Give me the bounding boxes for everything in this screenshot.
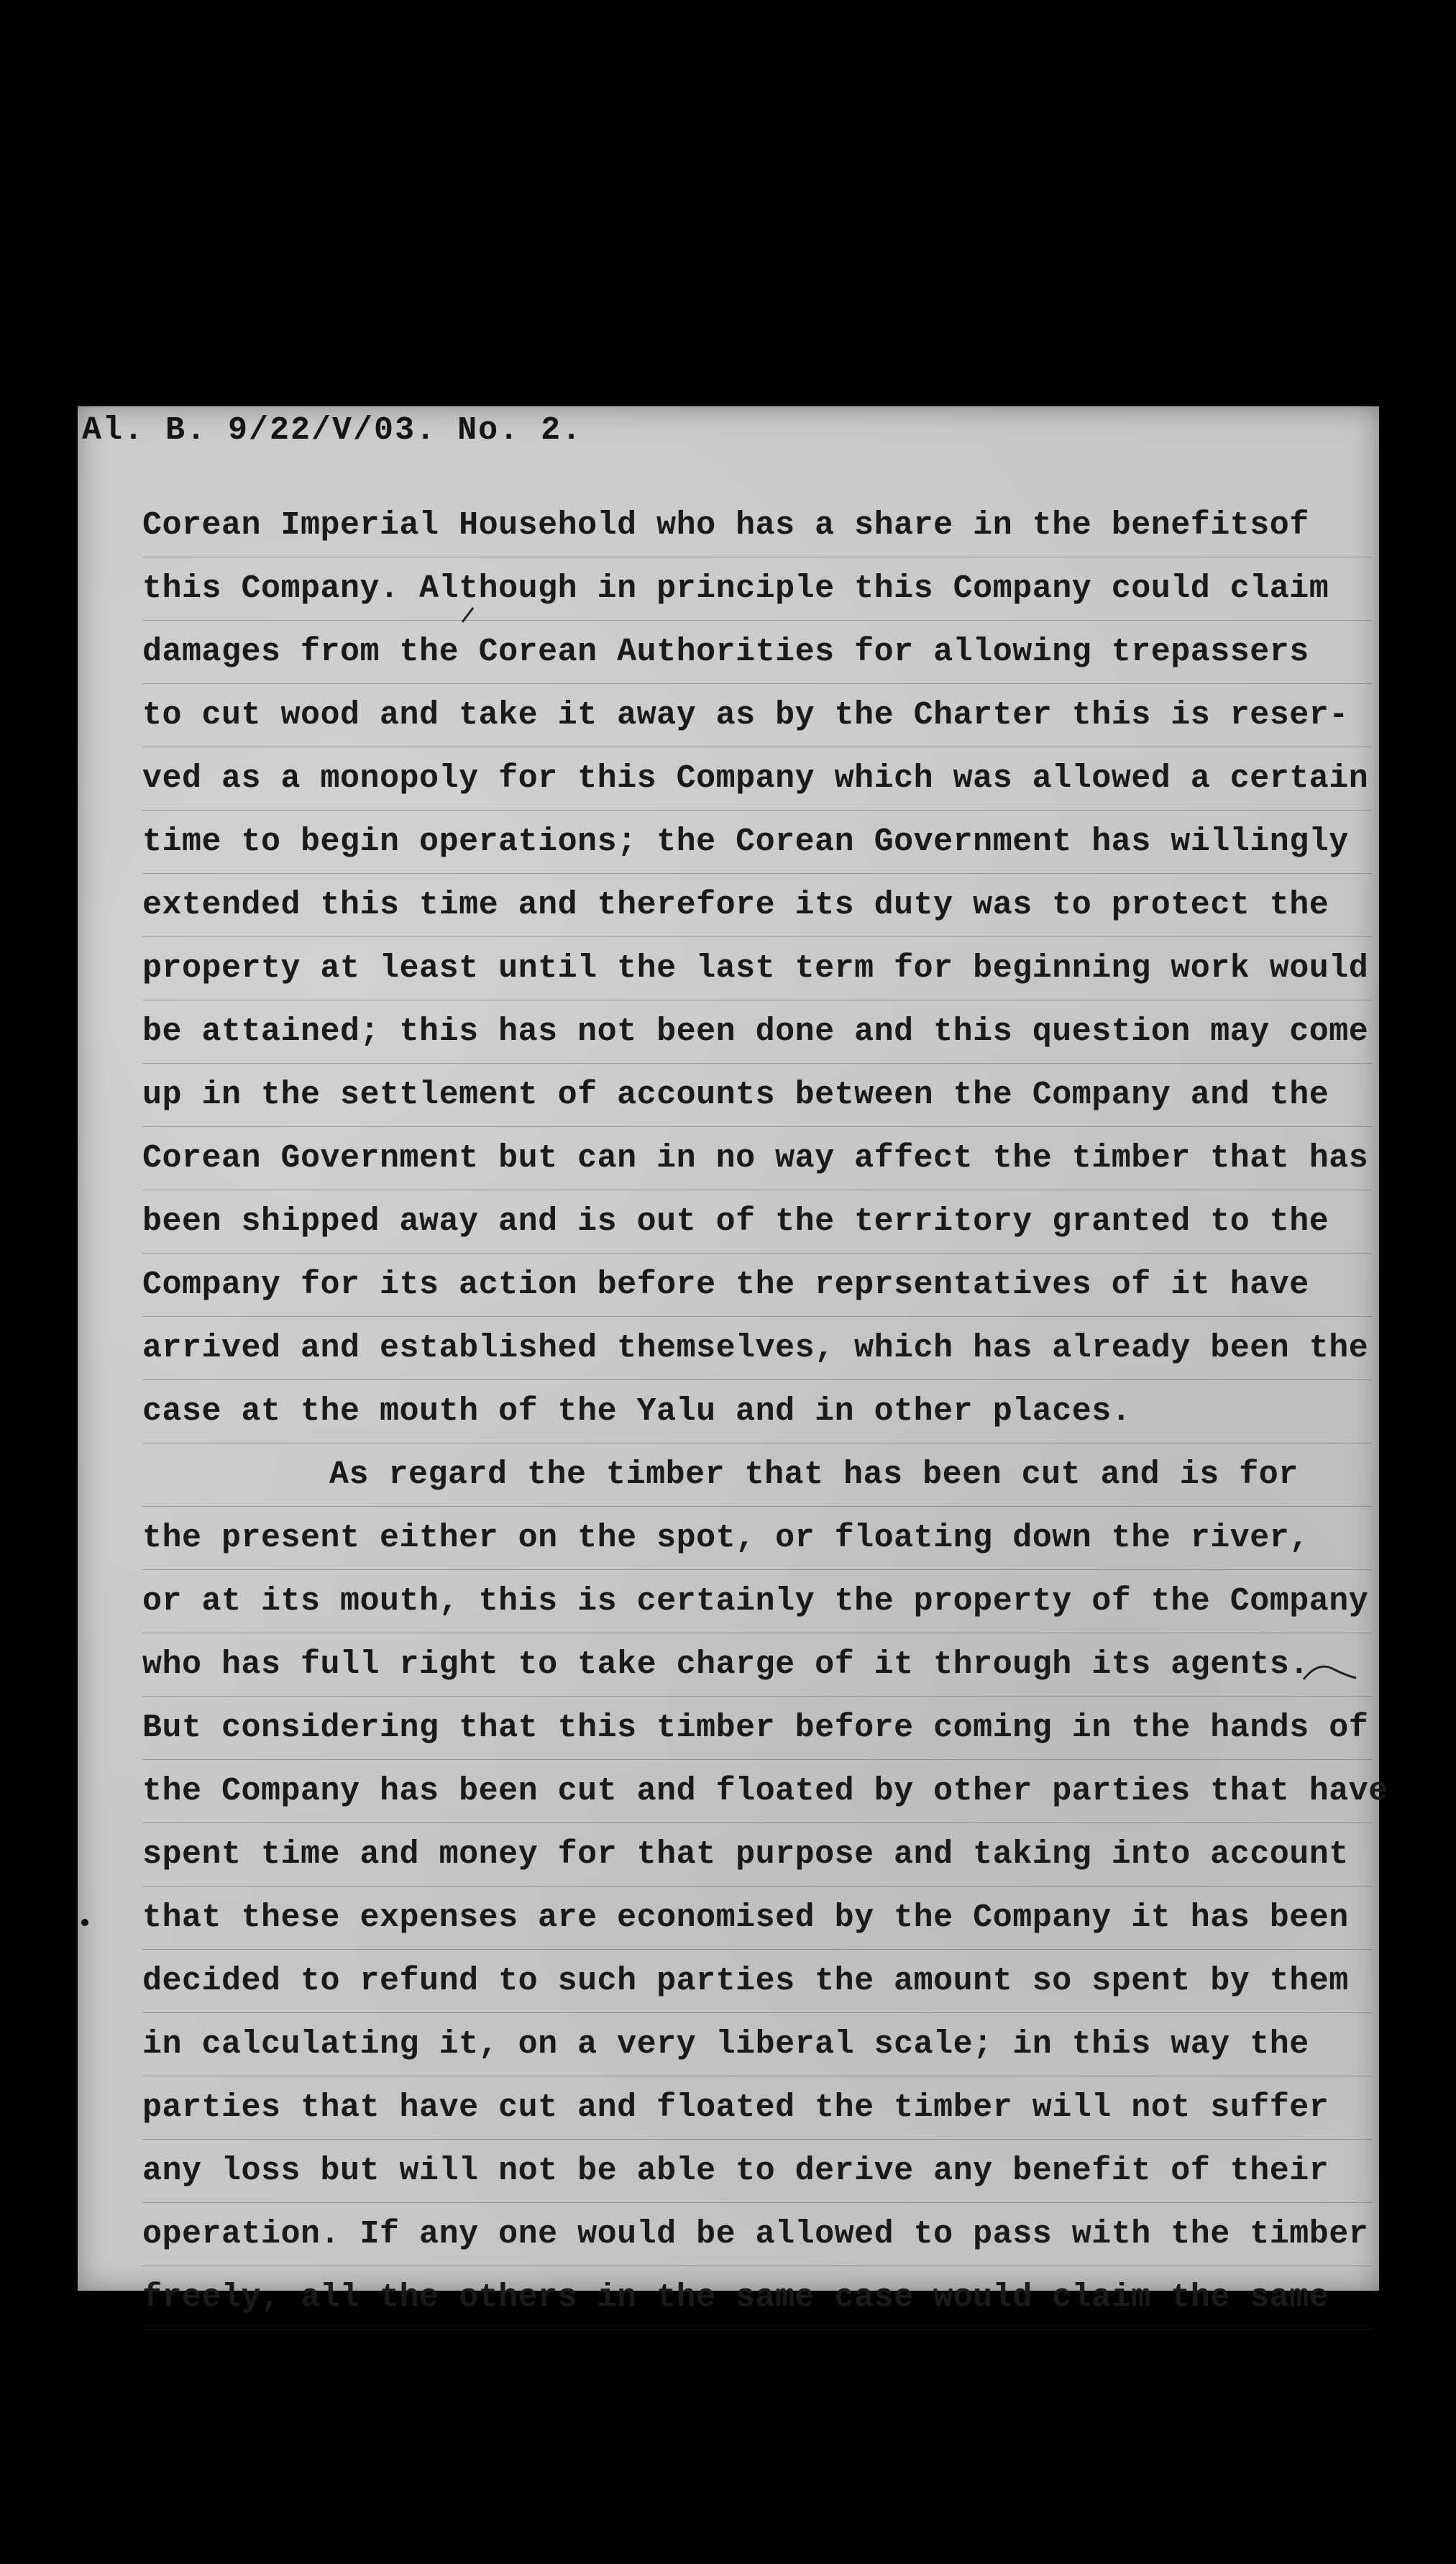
text-line: or at its mouth, this is certainly the property of the Company <box>142 1570 1372 1633</box>
text-line: freely, all the others in the same case would claim the same <box>142 2266 1372 2330</box>
text-line: this Company. Although in principle this Company could claim <box>142 557 1372 621</box>
text-line: Company for its action before the reprsentatives of it have <box>142 1254 1372 1317</box>
text-line: that these expenses are economised by the Company it has been <box>142 1886 1372 1950</box>
text-line: time to begin operations; the Corean Government has willingly <box>142 811 1372 874</box>
document-page <box>78 406 1388 2316</box>
text-line: in calculating it, on a very liberal scale; in this way the <box>142 2013 1372 2076</box>
document-body <box>142 494 1388 2330</box>
text-line: property at least until the last term for beginning work would <box>142 937 1372 1000</box>
text-line: up in the settlement of accounts between the Company and the <box>142 1064 1372 1127</box>
text-line: parties that have cut and floated the timber will not suffer <box>142 2076 1372 2140</box>
text-line: the Company has been cut and floated by other parties that have <box>142 1760 1372 1823</box>
bullet-dot-icon <box>79 1917 91 1928</box>
text-line: extended this time and therefore its duty was to protect the <box>142 874 1372 937</box>
text-line: case at the mouth of the Yalu and in other places. <box>142 1380 1372 1443</box>
text-line: arrived and established themselves, which has already been the <box>142 1317 1372 1380</box>
text-line: been shipped away and is out of the territory granted to the <box>142 1190 1372 1254</box>
text-line: Corean Imperial Household who has a share in the benefitsof <box>142 494 1372 557</box>
text-line: who has full right to take charge of it through its agents. <box>142 1633 1372 1697</box>
text-line: operation. If any one would be allowed to pass with the timber <box>142 2203 1372 2266</box>
text-line: spent time and money for that purpose and taking into account <box>142 1823 1372 1886</box>
text-line: ved as a monopoly for this Company which was allowed a certain <box>142 747 1372 811</box>
text-line: the present either on the spot, or floating down the river, <box>142 1507 1372 1570</box>
text-line: Corean Government but can in no way affect the timber that has <box>142 1127 1372 1190</box>
pen-mark-icon <box>1300 1658 1357 1687</box>
text-line: be attained; this has not been done and this question may come <box>142 1000 1372 1064</box>
text-line: decided to refund to such parties the amount so spent by them <box>142 1950 1372 2013</box>
document-header: Al. B. 9/22/V/03. No. 2. <box>82 412 583 449</box>
text-line: any loss but will not be able to derive any benefit of their <box>142 2140 1372 2203</box>
paragraph-start-line: As regard the timber that has been cut and is for <box>142 1443 1372 1507</box>
text-line: to cut wood and take it away as by the Charter this is reser- <box>142 684 1372 747</box>
pen-tick-icon <box>459 604 480 626</box>
text-line: But considering that this timber before coming in the hands of <box>142 1697 1372 1760</box>
text-line: damages from the Corean Authorities for allowing trepassers <box>142 621 1372 684</box>
